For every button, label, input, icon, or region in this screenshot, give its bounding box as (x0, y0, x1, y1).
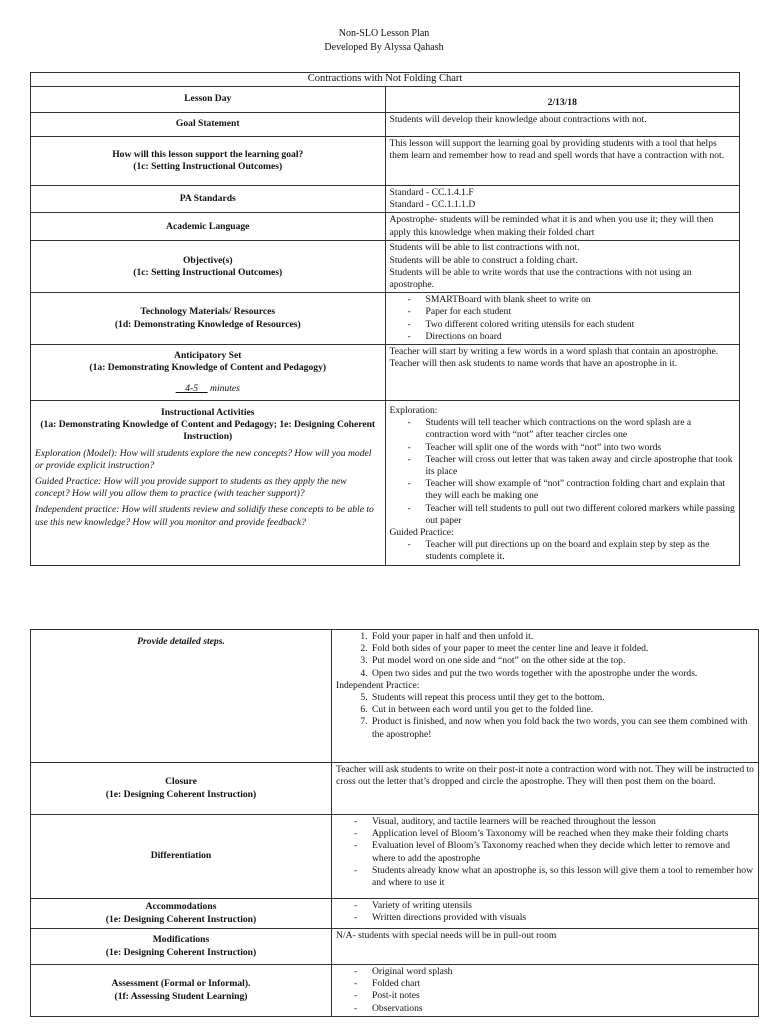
anticipatory-label (31, 345, 386, 401)
closure-label (31, 763, 332, 815)
exploration-item: - Teacher will cross out letter that was taken away and circle apostrophe that took its place (424, 454, 736, 478)
row-modifications (31, 929, 759, 965)
technology-item: - Directions on board (424, 331, 736, 343)
differentiation-value (332, 815, 759, 899)
technology-label-line1: Technology Materials/ Resources (140, 306, 276, 318)
assessment-item: - Observations (370, 1003, 754, 1015)
anticipatory-label-line1: Anticipatory Set (174, 350, 242, 362)
lesson-plan-table-1 (30, 72, 740, 566)
objective-item: Students will be able to write words that use the contractions with not using an apostrophe. (389, 266, 692, 291)
academic-language-value: Apostrophe- students will be reminded what it is and when you use it; they will then apply this knowledge when making their folded chart (385, 213, 740, 241)
row-lesson-day (31, 87, 740, 113)
accommodations-value (332, 899, 759, 929)
modifications-value: N/A- students with special needs will be in pull-out room (332, 929, 759, 965)
guided-step: 4. Open two sides and put the two words together with the apostrophe under the words. (370, 668, 754, 680)
anticipatory-item: Teacher will then ask students to name words that have an apostrophe in it. (389, 358, 678, 370)
closure-label-line2: (1e: Designing Coherent Instruction) (105, 788, 257, 800)
anticipatory-label-line2: (1a: Demonstrating Knowledge of Content and Pedagogy) (89, 362, 327, 374)
closure-label-line1: Closure (165, 776, 197, 788)
assessment-label-line1: Assessment (Formal or Informal). (111, 978, 251, 990)
row-accommodations (31, 899, 759, 929)
instructional-label-line2: (1a: Demonstrating Knowledge of Content and Pedagogy; 1e: Designing Coherent Instruction) (40, 419, 376, 443)
technology-value (385, 293, 740, 345)
lesson-day-label: Lesson Day (31, 87, 386, 113)
exploration-item: - Teacher will tell students to pull out two different colored markers while passing out paper (424, 503, 736, 527)
assessment-label (31, 965, 332, 1017)
row-objectives (31, 241, 740, 293)
assessment-label-line2: (1f: Assessing Student Learning) (114, 990, 248, 1002)
row-anticipatory (31, 345, 740, 401)
objective-item: Students will be able to construct a folding chart. (389, 254, 578, 266)
modifications-label-line2: (1e: Designing Coherent Instruction) (105, 946, 257, 958)
lesson-plan-table-2 (30, 629, 759, 1017)
goal-label: Goal Statement (31, 113, 386, 137)
instructional-label (31, 401, 386, 566)
accommodation-item: - Written directions provided with visuals (370, 912, 754, 924)
row-closure (31, 763, 759, 815)
objectives-label-line1: Objective(s) (182, 254, 233, 266)
differentiation-item: - Application level of Bloom’s Taxonomy will be reached when they make their folding charts (370, 828, 754, 840)
objectives-label (31, 241, 386, 293)
differentiation-item: - Visual, auditory, and tactile learners will be reached throughout the lesson (370, 816, 754, 828)
row-differentiation (31, 815, 759, 899)
steps-value (332, 630, 759, 763)
independent-step: 7. Product is finished, and now when you fold back the two words, you can see them combined with the apostrophe! (370, 716, 754, 740)
standards-value (385, 186, 740, 213)
anticipatory-item: Teacher will start by writing a few words in a word splash that contain an apostrophe. (389, 346, 719, 358)
exploration-item: - Teacher will show example of “not” contraction folding chart and explain that they will each be making one (424, 478, 736, 502)
academic-language-label: Academic Language (31, 213, 386, 241)
guided-item: - Teacher will put directions up on the board and explain step by step as the students complete it. (424, 539, 736, 563)
technology-item: - SMARTBoard with blank sheet to write on (424, 294, 736, 306)
lesson-day-value: 2/13/18 (385, 87, 740, 113)
technology-label (31, 293, 386, 345)
minutes-value: 4-5 (185, 382, 199, 394)
assessment-value (332, 965, 759, 1017)
row-academic-language (31, 213, 740, 241)
assessment-item: - Post-it notes (370, 990, 754, 1002)
lesson-title: Contractions with Not Folding Chart (31, 73, 740, 87)
modifications-label (31, 929, 332, 965)
minutes-label: minutes (210, 382, 240, 394)
row-support (31, 137, 740, 186)
accommodation-item: - Variety of writing utensils (370, 900, 754, 912)
independent-step: 6. Cut in between each word until you get to the folded line. (370, 704, 754, 716)
row-instructional (31, 401, 740, 566)
objectives-value (385, 241, 740, 293)
independent-prompt: Independent practice: How will students review and solidify these concepts to be able to use this new knowledge? How will you monitor and provide feedback? (35, 504, 374, 528)
guided-prompt: Guided Practice: How will you provide support to students as they apply the new concept? How will you allow them to practice (with teacher support)? (35, 476, 347, 500)
modifications-label-line1: Modifications (152, 934, 210, 946)
instructional-value (385, 401, 740, 566)
assessment-item: - Folded chart (370, 978, 754, 990)
exploration-item: - Teacher will split one of the words with “not” into two words (424, 442, 736, 454)
support-label (31, 137, 386, 186)
document-title: Non-SLO Lesson Plan (338, 28, 430, 39)
technology-item: - Two different colored writing utensils for each student (424, 319, 736, 331)
row-assessment (31, 965, 759, 1017)
guided-step: 3. Put model word on one side and “not” on the other side at the top. (370, 655, 754, 667)
exploration-item: - Students will tell teacher which contractions on the word splash are a contraction word with “not” after teacher circles one (424, 417, 736, 441)
accommodations-label (31, 899, 332, 929)
support-value: This lesson will support the learning goal by providing students with a tool that helps them learn and remember how to read and spell words that have a contraction with not. (385, 137, 740, 186)
standards-label: PA Standards (31, 186, 386, 213)
guided-step: 2. Fold both sides of your paper to meet the center line and leave it folded. (370, 643, 754, 655)
technology-label-line2: (1d: Demonstrating Knowledge of Resources) (114, 318, 301, 330)
guided-heading: Guided Practice: (389, 527, 454, 539)
accommodations-label-line1: Accommodations (145, 901, 217, 913)
support-label-line1: How will this lesson support the learning goal? (112, 148, 304, 160)
independent-heading: Independent Practice: (336, 679, 420, 691)
goal-value: Students will develop their knowledge about contractions with not. (385, 113, 740, 137)
row-goal (31, 113, 740, 137)
standard-item: Standard - CC.1.4.1.F (389, 187, 474, 198)
support-label-line2: (1c: Setting Instructional Outcomes) (133, 161, 283, 172)
document-author: Developed By Alyssa Qahash (324, 42, 444, 53)
anticipatory-value (385, 345, 740, 401)
independent-step: 5. Students will repeat this process until they get to the bottom. (370, 692, 754, 704)
row-standards (31, 186, 740, 213)
differentiation-item: - Students already know what an apostrophe is, so this lesson will give them a tool to remember how and where to use it (370, 865, 754, 889)
instructional-label-line1: Instructional Activities (160, 407, 255, 419)
exploration-prompt: Exploration (Model): How will students explore the new concepts? How will you model or provide explicit instruction? (35, 447, 372, 471)
standard-item: Standard - CC.1.1.1.D (389, 199, 476, 211)
steps-label: Provide detailed steps. (31, 630, 332, 763)
differentiation-item: - Evaluation level of Bloom’s Taxonomy reached when they decide which letter to remove and where to add the apostrophe (370, 840, 754, 864)
objectives-label-line2: (1c: Setting Instructional Outcomes) (133, 266, 283, 278)
guided-step: 1. Fold your paper in half and then unfold it. (370, 631, 754, 643)
row-technology (31, 293, 740, 345)
row-steps (31, 630, 759, 763)
closure-value: Teacher will ask students to write on their post-it note a contraction word with not. They will be instructed to cross out the letter that’s dropped and circle the apostrophe. They will then post them on the board. (332, 763, 759, 815)
exploration-heading: Exploration: (389, 405, 438, 417)
assessment-item: - Original word splash (370, 966, 754, 978)
objective-item: Students will be able to list contractions with not. (389, 242, 580, 254)
accommodations-label-line2: (1e: Designing Coherent Instruction) (105, 913, 257, 925)
anticipatory-minutes (35, 383, 381, 395)
differentiation-label: Differentiation (31, 815, 332, 899)
technology-item: - Paper for each student (424, 306, 736, 318)
